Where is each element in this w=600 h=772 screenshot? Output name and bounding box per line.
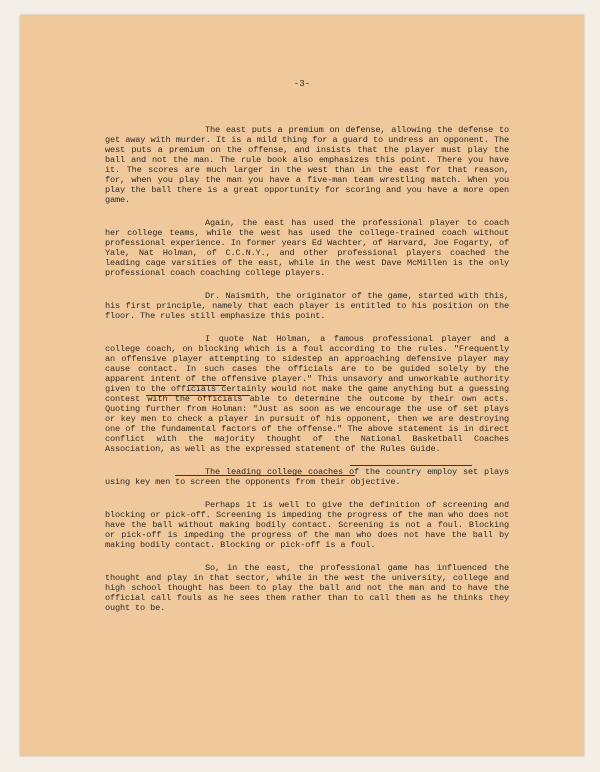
paragraph-5 xyxy=(105,467,515,487)
document-page xyxy=(20,15,584,756)
paragraph-4 xyxy=(105,334,515,454)
paragraph-text: Perhaps it is well to give the definition of screening and blocking or pick-off. Screening is impeding the progress of the man who does not have the ball without making bodily contact. Screening is not a foul. Blocking or pick-off is impeding the progress of the man who does not have the ball by making bodily contact. Blocking or pick-off is a foul. xyxy=(105,500,515,550)
paragraph-text: Again, the east has used the professional player to coach her college teams, while the west has used the college-trained coach without professional experience. In former years Ed Wachter, of Harvard, Joe Fogarty, of Yale, Nat Holman, of C.C.N.Y., and other professional players coached the leading cage varsities of the east, while in the west Dave McMillen is the only professional coach coaching college players. xyxy=(105,218,515,278)
paragraph-text: The east puts a premium on defense, allowing the defense to get away with murder. It is a mild thing for a guard to undress an opponent. The west puts a premium on the offense, and insists that the player must play the ball and not the man. The rule book also emphasizes this point. There you have it. The scores are much larger in the west than in the east for that reason, for, when you play the man you have a five-man team wrestling match. When you play the ball there is a great opportunity for scoring and you have a more open game. xyxy=(105,125,515,205)
paragraph-3 xyxy=(105,291,515,321)
paragraph-text: I quote Nat Holman, a famous professional player and a college coach, on blocking which is a foul according to the rules. "Frequently an offensive player attempting to sidestep an approaching defensive player may cause contact. In such cases the officials are to be guided solely by the apparent intent of the offensive player." This unsavory and unworkable authority given to the officials certainly would not make the game anything but a guessing contest with the officials able to determine the outcome by their own acts. Quoting further from Holman: "Just as soon as we encourage the use of set plays or key men to check a player in pursuit of his opponent, then we are destroying one of the fundamental factors of the offense." The above statement is in direct conflict with the majority thought of the National Basketball Coaches Association, as well as the expressed statement of the Rules Guide. xyxy=(105,334,515,454)
underline-offensive-player xyxy=(146,395,250,396)
paragraph-6 xyxy=(105,500,515,550)
underline-destroying xyxy=(175,475,355,476)
paragraph-text: The leading college coaches of the country employ set plays using key men to screen the opponents from their objective. xyxy=(105,467,515,487)
underline-blocking xyxy=(188,385,226,386)
paragraph-text: So, in the east, the professional game has influenced the thought and play in that sector, while in the west the university, college and high school thought has been to play the ball and not the man and to have the official call fouls as he sees them rather than to call them as he thinks they ought to be. xyxy=(105,563,515,613)
body-text xyxy=(105,125,515,626)
paragraph-2 xyxy=(105,218,515,278)
paragraph-7 xyxy=(105,563,515,613)
underline-set-plays xyxy=(350,465,472,466)
paragraph-1 xyxy=(105,125,515,205)
paragraph-text: Dr. Naismith, the originator of the game, started with this, his first principle, namely that each player is entitled to his position on the floor. The rules still emphasize this point. xyxy=(105,291,515,321)
page-number: -3- xyxy=(293,79,311,89)
